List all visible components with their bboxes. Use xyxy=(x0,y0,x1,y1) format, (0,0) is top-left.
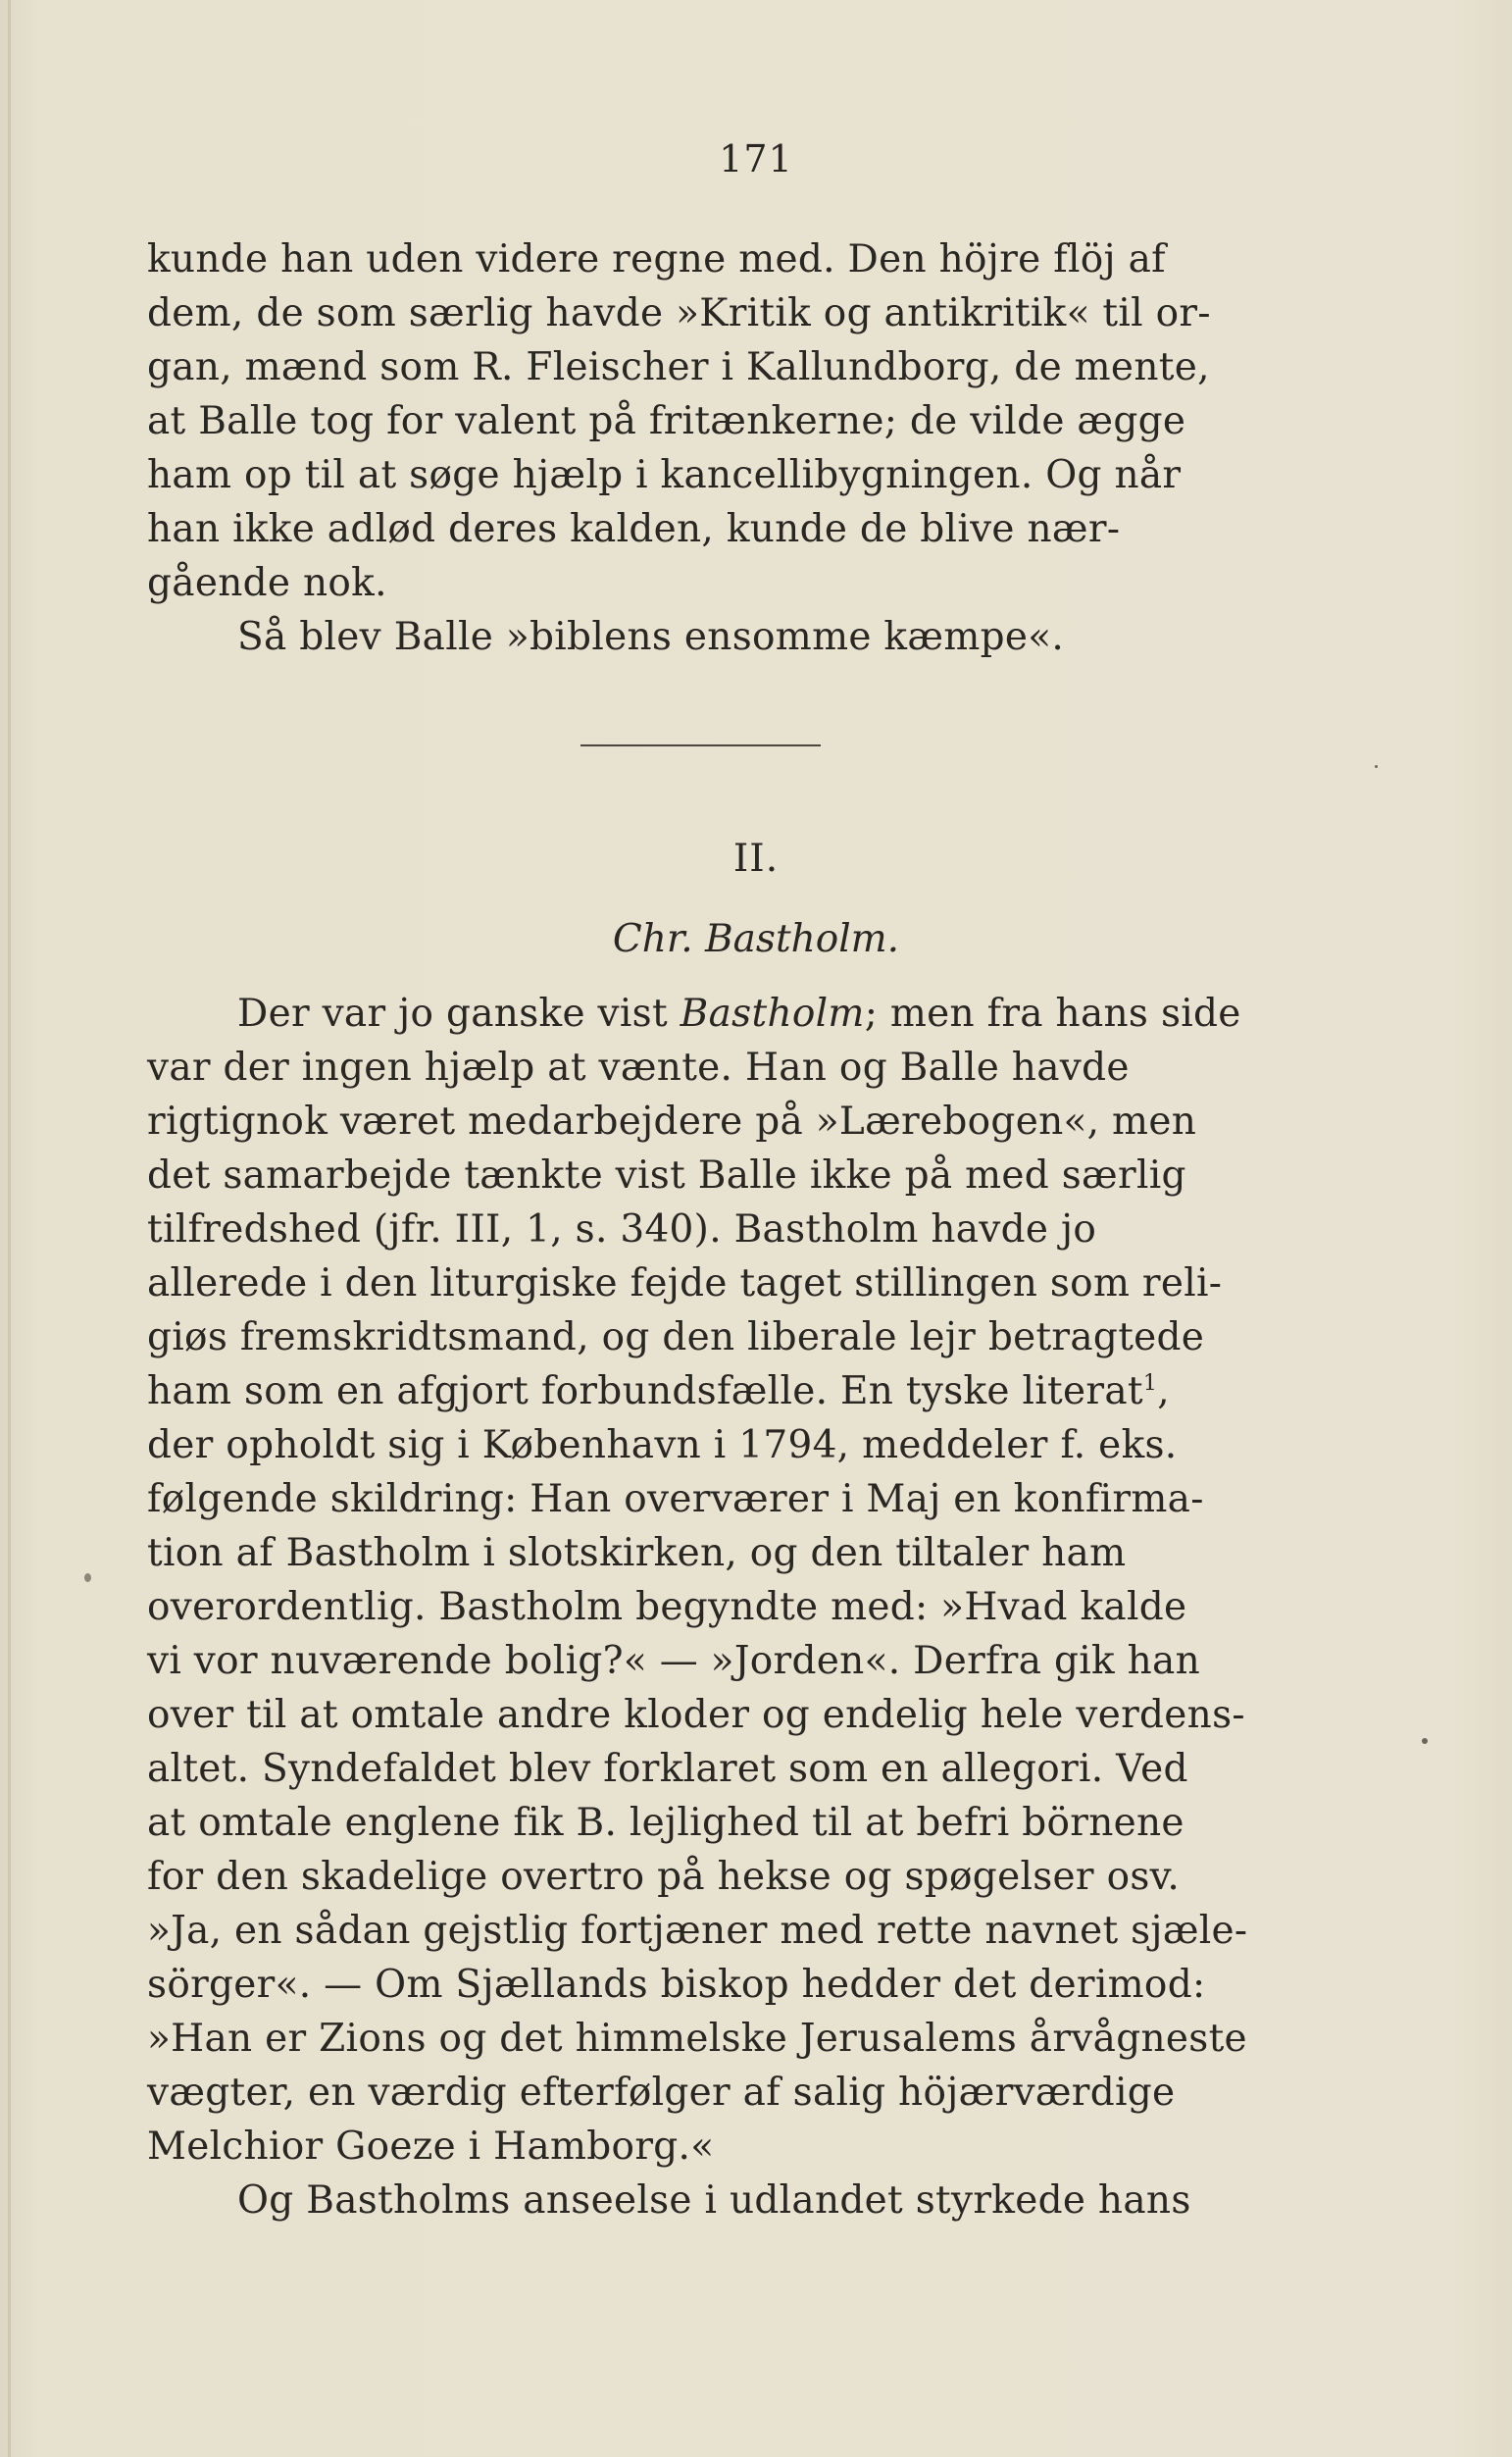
text-line: han ikke adlød deres kalden, kunde de blive nær- xyxy=(147,507,1121,551)
paper-speck xyxy=(84,1573,91,1582)
text-line: rigtignok været medarbejdere på »Lærebogen«, men xyxy=(147,1100,1197,1144)
section-number: II. xyxy=(732,837,780,881)
text-line: at omtale englene fik B. lejlighed til at befri börnene xyxy=(147,1801,1184,1845)
section-title: Chr. Bastholm. xyxy=(612,917,900,961)
emphasis-name: Bastholm xyxy=(680,992,865,1036)
text-line: at Balle tog for valent på fritænkerne; de vilde ægge xyxy=(147,399,1186,443)
text-line: over til at omtale andre kloder og endelig hele verdens- xyxy=(147,1693,1245,1737)
text-line: det samarbejde tænkte vist Balle ikke på med særlig xyxy=(147,1153,1186,1198)
section-1-text xyxy=(147,232,1253,664)
text-line: kunde han uden videre regne med. Den höjre flöj af xyxy=(147,237,1166,282)
text-line: Melchior Goeze i Hamborg.« xyxy=(147,2124,715,2169)
text-line: »Han er Zions og det himmelske Jerusalems årvågneste xyxy=(147,2017,1247,2061)
text-line: »Ja, en sådan gejstlig fortjæner med rette navnet sjæle- xyxy=(147,1909,1248,1953)
text-line: ham som en afgjort forbundsfælle. En tyske literat$^1$, xyxy=(147,1369,1170,1413)
text-line: overordentlig. Bastholm begyndte med: »Hvad kalde xyxy=(147,1585,1187,1629)
text-line: allerede i den liturgiske fejde taget stillingen som reli- xyxy=(147,1261,1223,1305)
text-line: følgende skildring: Han overværer i Maj en konfirma- xyxy=(147,1477,1204,1521)
page-number: 171 xyxy=(719,137,793,180)
text-line: vægter, en værdig efterfølger af salig höjærværdige xyxy=(147,2071,1176,2115)
text-line: dem, de som særlig havde »Kritik og antikritik« til or- xyxy=(147,291,1211,335)
text-line: der opholdt sig i København i 1794, meddeler f. eks. xyxy=(147,1423,1178,1467)
section-divider xyxy=(580,744,821,746)
text-line: gan, mænd som R. Fleischer i Kallundborg, de mente, xyxy=(147,345,1210,389)
text-line: for den skadelige overtro på hekse og spøgelser osv. xyxy=(147,1855,1181,1899)
footnote-marker: 1 xyxy=(1142,1371,1158,1396)
text-line: ham op til at søge hjælp i kancellibygningen. Og når xyxy=(147,453,1182,497)
text-line: Der var jo ganske vist Bastholm ; men fra hans side xyxy=(147,987,1253,1041)
text-line: Og Bastholms anseelse i udlandet styrkede hans xyxy=(237,2178,1191,2223)
paper-speck xyxy=(1422,1738,1428,1744)
text-line: Så blev Balle »biblens ensomme kæmpe«. xyxy=(237,615,1065,659)
text-line: tion af Bastholm i slotskirken, og den tiltaler ham xyxy=(147,1531,1127,1575)
text-line: sörger«. — Om Sjællands biskop hedder det derimod: xyxy=(147,1963,1206,2007)
text-line: altet. Syndefaldet blev forklaret som en allegori. Ved xyxy=(147,1747,1188,1791)
page-edge xyxy=(8,0,11,2457)
text-line: tilfredshed (jfr. III, 1, s. 340). Bastholm havde jo xyxy=(147,1207,1097,1252)
text-line: giøs fremskridtsmand, og den liberale lejr betragtede xyxy=(147,1315,1205,1359)
text-line: var der ingen hjælp at vænte. Han og Balle havde xyxy=(147,1046,1130,1090)
paper-speck xyxy=(1375,765,1378,768)
text-line: vi vor nuværende bolig?« — »Jorden«. Derfra gik han xyxy=(147,1639,1200,1683)
section-2-text xyxy=(147,987,1253,2227)
text-line: gående nok. xyxy=(147,561,387,605)
